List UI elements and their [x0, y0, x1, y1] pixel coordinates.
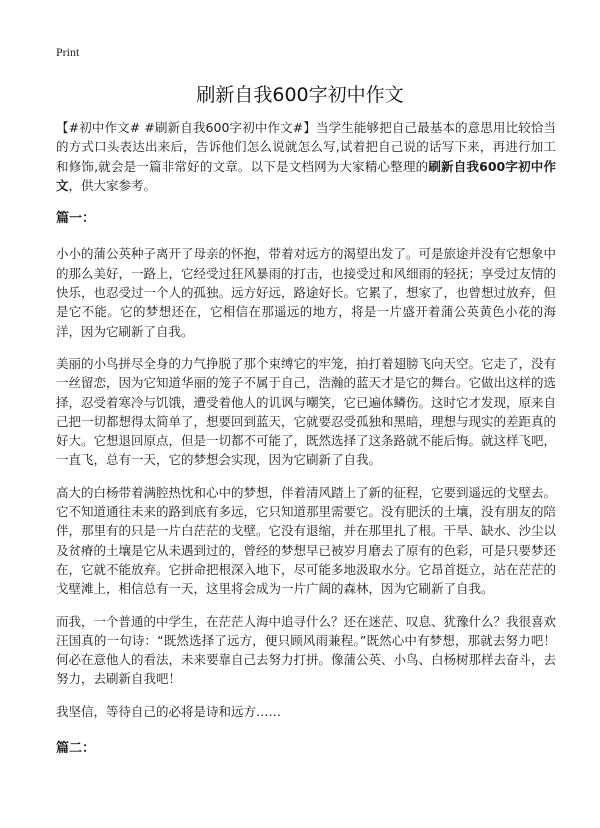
intro-text-1: 当学生能够把自己最基本的意思用比较恰当的方式口头表达出来后，告诉他们怎么说就怎么写,试着把自己说的话写下来，再进行加工和修饰,就会是一篇非常好的文章。以下是文档网为大家精心整理的	[56, 120, 556, 174]
section-heading-1: 篇一：	[56, 211, 96, 227]
intro-text-2: ，供大家参考。	[68, 177, 157, 193]
body-paragraph: 我坚信，等待自己的必将是诗和远方……	[56, 703, 282, 719]
body-paragraph: 小小的蒲公英种子离开了母亲的怀抱，带着对远方的渴望出发了。可是旅途并没有它想象中的那么美好，一路上，它经受过狂风暴雨的打击，也接受过和风细雨的轻抚；享受过友情的快乐，也忍受过一个人的孤独。远方好远，路途好长。它累了，想家了，也曾想过放弃，但是它不能。它的梦想还在，它相信在那遥远的地方，将是一片盛开着蒲公英黄色小花的海洋，因为它刷新了自我。	[56, 246, 557, 339]
body-paragraph: 美丽的小鸟拼尽全身的力气挣脱了那个束缚它的牢笼，拍打着翅膀飞向天空。它走了，没有一丝留恋，因为它知道华丽的笼子不属于自己，浩瀚的蓝天才是它的舞台。它做出这样的选择，忍受着寒冷与饥饿，遭受着他人的讥讽与嘲笑，它已遍体鳞伤。这时它才发现，原来自己把一切都想得太简单了，想要回到蓝天，它就要忍受孤独和黑暗，理想与现实的差距真的好大。它想退回原点，但是一切都不可能了，既然选择了这条路就不能后悔。就这样飞吧，一直飞，总有一天，它的梦想会实现，因为它刷新了自我。	[56, 355, 557, 468]
article-body	[56, 118, 556, 774]
body-paragraph: 高大的白杨带着满腔热忱和心中的梦想，伴着清风踏上了新的征程，它要到遥远的戈壁去。它不知道通往未来的路到底有多远，它只知道那里需要它。没有肥沃的土壤，没有朋友的陪伴，那里有的只是一片白茫茫的戈壁。它没有退缩，并在那里扎了根。干旱、缺水、沙尘以及贫瘠的土壤是它从未遇到过的，曾经的梦想早已被岁月磨去了原有的色彩，可是只要梦还在，它就不能放弃。它拼命把根深入地下，尽可能多地汲取水分。它昂首挺立，站在茫茫的戈壁滩上，相信总有一天，这里将会成为一片广阔的森林，因为它刷新了自我。	[56, 484, 557, 597]
intro-paragraph	[56, 118, 556, 195]
intro-bold-title: 刷新自我600字初中作文	[56, 158, 556, 193]
section-heading-2: 篇二：	[56, 741, 96, 757]
body-paragraph: 而我，一个普通的中学生，在茫茫人海中追寻什么？还在迷茫、叹息、犹豫什么？我很喜欢汪国真的一句诗：“既然选择了远方，便只顾风雨兼程。”既然心中有梦想，那就去努力吧！何必在意他人的看法，未来要靠自己去努力打拼。像蒲公英、小鸟、白杨树那样去奋斗，去努力，去刷新自我吧！	[56, 613, 557, 687]
page-title: 刷新自我600字初中作文	[196, 84, 404, 106]
print-link[interactable]: Print	[56, 45, 80, 59]
intro-tag: 【#初中作文# #刷新自我600字初中作文#】	[56, 120, 316, 135]
